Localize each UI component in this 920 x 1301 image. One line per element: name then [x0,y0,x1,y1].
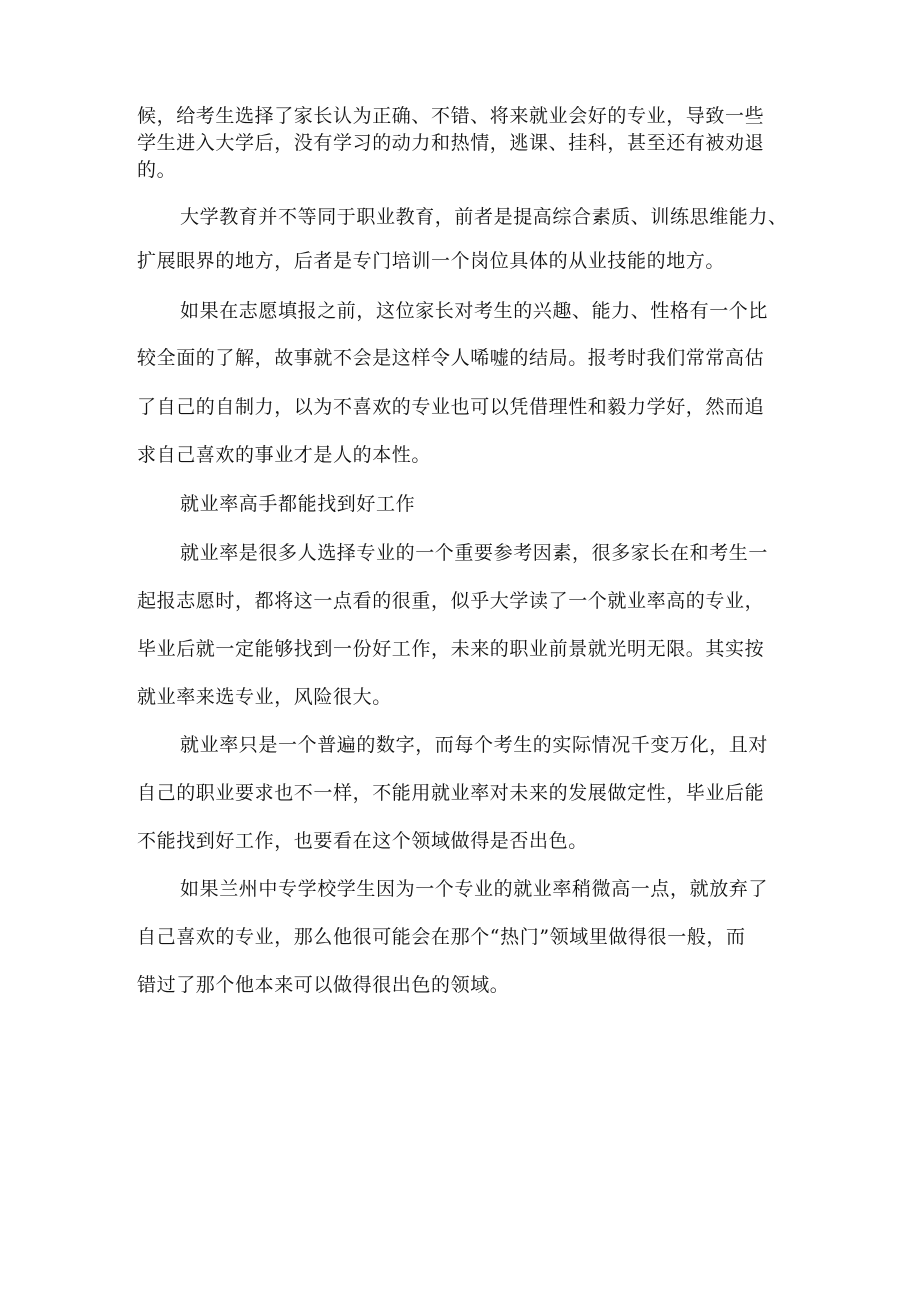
text-line: 就业率来选专业，风险很大。 [137,686,392,708]
text-line: 学生进入大学后，没有学习的动力和热情，逃课、挂科，甚至还有被劝退 [137,132,765,154]
text-line: 如果在志愿填报之前，这位家长对考生的兴趣、能力、性格有一个比 [180,300,769,322]
text-line: 就业率是很多人选择专业的一个重要参考因素，很多家长在和考生一 [180,542,769,564]
text-line: 自己的职业要求也不一样，不能用就业率对未来的发展做定性，毕业后能 [137,782,765,804]
text-line: 的。 [137,159,177,181]
text-line: 错过了那个他本来可以做得很出色的领域。 [137,974,510,996]
text-line: 候，给考生选择了家长认为正确、不错、将来就业会好的专业，导致一些 [137,105,765,127]
text-line: 扩展眼界的地方，后者是专门培训一个岗位具体的从业技能的地方。 [137,250,726,272]
section-heading: 就业率高手都能找到好工作 [180,493,416,515]
text-line: 起报志愿时，都将这一点看的很重，似乎大学读了一个就业率高的专业， [137,590,765,612]
text-line: 较全面的了解，故事就不会是这样令人唏嘘的结局。报考时我们常常高估 [137,347,765,369]
text-line: 大学教育并不等同于职业教育，前者是提高综合素质、训练思维能力、 [180,206,788,228]
text-line: 求自己喜欢的事业才是人的本性。 [137,444,432,466]
text-line: 了自己的自制力，以为不喜欢的专业也可以凭借理性和毅力学好，然而追 [137,396,765,418]
text-line: 自己喜欢的专业，那么他很可能会在那个“热门”领域里做得很一般，而 [137,926,746,948]
text-line: 不能找到好工作，也要看在这个领域做得是否出色。 [137,830,588,852]
text-line: 如果兰州中专学校学生因为一个专业的就业率稍微高一点，就放弃了 [180,878,769,900]
text-line: 就业率只是一个普遍的数字，而每个考生的实际情况千变万化，且对 [180,734,769,756]
text-line: 毕业后就一定能够找到一份好工作，未来的职业前景就光明无限。其实按 [137,638,765,660]
